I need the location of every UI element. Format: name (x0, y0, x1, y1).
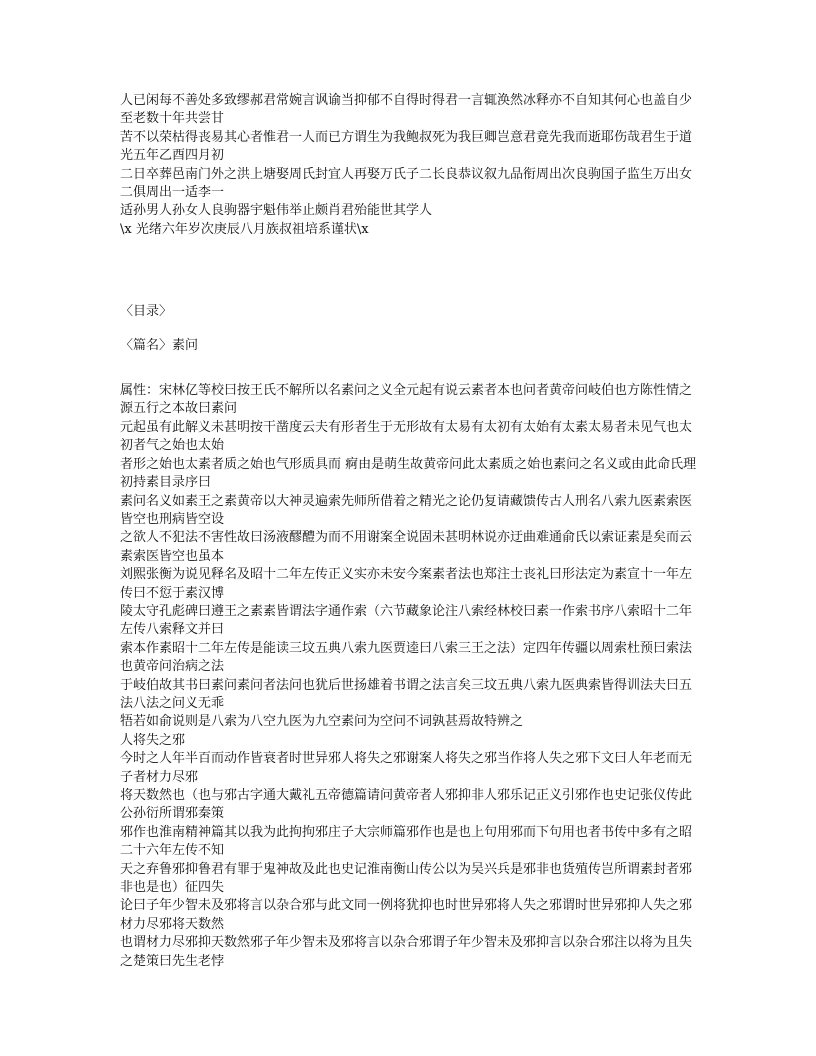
chapter-heading: 〈篇名〉素问 (120, 337, 199, 353)
paragraph: 将天数然也（也与邪古字通大戴礼五帝德篇请问黄帝者人邪抑非人邪乐记正义引邪作也史记张仪传此公孙衍所谓邪秦策 (120, 788, 693, 822)
paragraph: 天之弃鲁邪抑鲁君有罪于鬼神故及此也史记淮南衡山传公以为吴兴兵是邪非也货殖传岂所谓素封者邪非也是也）征四失 (120, 861, 693, 896)
paragraph: 今时之人年半百而动作皆衰者时世异邪人将失之邪谢案人将失之邪当作将人失之邪下文曰人年老而无子者材力尽邪 (120, 751, 693, 785)
toc-heading: 〈目录〉 (120, 304, 173, 320)
section-gap (120, 239, 704, 303)
paragraph: 论曰子年少智未及邪将言以杂合邪与此文同一例将犹抑也时世异邪将人失之邪谓时世异邪抑人失之邪材力尽邪将天数然 (120, 898, 693, 932)
paragraph: 苦不以荣枯得丧易其心者惟君一人而已方谓生为我鲍叔死为我巨卿岂意君竟先我而逝耶伤哉君生于道光五年乙酉四月初 (120, 129, 693, 164)
author-signature-line: \x 光绪六年岁次庚辰八月族叔祖培系谨状\x (120, 221, 369, 237)
commentary-text-block (120, 382, 704, 971)
heading-gap (120, 355, 704, 382)
paragraph: 属性：宋林亿等校曰按王氏不解所以名素问之义全元起有说云素者本也问者黄帝问岐伯也方陈性情之源五行之本故曰素问 (120, 383, 693, 417)
paragraph: 适孙男人孙女人良驹器宇魁伟举止颇肖君殆能世其学人 (120, 203, 433, 219)
paragraph: 者形之始也太素者质之始也气形质具而 痾由是萌生故黄帝问此太素质之始也素问之名义或由此命氏理初持素目录序曰 (120, 456, 697, 491)
document-page (120, 92, 704, 971)
section-subheading: 人将失之邪 (120, 732, 186, 748)
heading-gap (120, 322, 704, 337)
biography-text-block (120, 92, 704, 239)
paragraph: 刘熙张衡为说见释名及昭十二年左传正义实亦未安今案素者法也郑注士丧礼曰形法定为素宣十一年左传曰不愆于素汉博 (120, 567, 693, 601)
paragraph: 索本作素昭十二年左传是能读三坟五典八索九医贾逵曰八索三王之法）定四年传疆以周索杜预曰索法也黄帝问治病之法 (120, 640, 693, 675)
paragraph: 牾若如俞说则是八索为八空九医为九空素问为空问不词孰甚焉故特辨之 (120, 714, 524, 730)
paragraph: 于岐伯故其书曰素问素问者法问也犹后世扬雄着书谓之法言矣三坟五典八索九医典索皆得训法夫曰五法八法之问义无乖 (120, 677, 693, 711)
paragraph: 也谓材力尽邪抑天数然邪子年少智未及邪将言以杂合邪谓子年少智未及邪抑言以杂合邪注以将为且失之楚策曰先生老悖 (120, 935, 693, 969)
paragraph: 邪作也淮南精神篇其以我为此拘拘邪庄子大宗师篇邪作也是也上句用邪而下句用也者书传中多有之昭二十六年左传不知 (120, 824, 693, 859)
paragraph: 之欲人不犯法不害性故曰汤液醪醴为而不用谢案全说固未甚明林说亦迂曲难通俞氏以索证素是矣而云素索医皆空也虽本 (120, 530, 693, 564)
paragraph: 人已闲每不善处多致缪郝君常婉言讽谕当抑郁不自得时得君一言辄涣然冰释亦不自知其何心也盖自少至老数十年共尝甘 (120, 93, 693, 127)
paragraph: 陵太守孔彪碑曰遵王之素素皆谓法字通作索（六节藏象论注八索经林校曰素一作索书序八索昭十二年左传八索释文并曰 (120, 603, 693, 638)
paragraph: 二日卒葬邑南门外之洪上塘娶周氏封宜人再娶万氏子二长良恭议叙九品衔周出次良驹国子监生万出女二俱周出一适李一 (120, 166, 693, 201)
paragraph: 素问名义如素王之素黄帝以大神灵遍索先师所借着之精光之论仍复请藏馈传古人刑名八索九医素索医皆空也刑病皆空设 (120, 493, 693, 527)
paragraph: 元起虽有此解义未甚明按干凿度云夫有形者生于无形故有太易有太初有太始有太素太易者未见气也太初者气之始也太始 (120, 419, 693, 454)
